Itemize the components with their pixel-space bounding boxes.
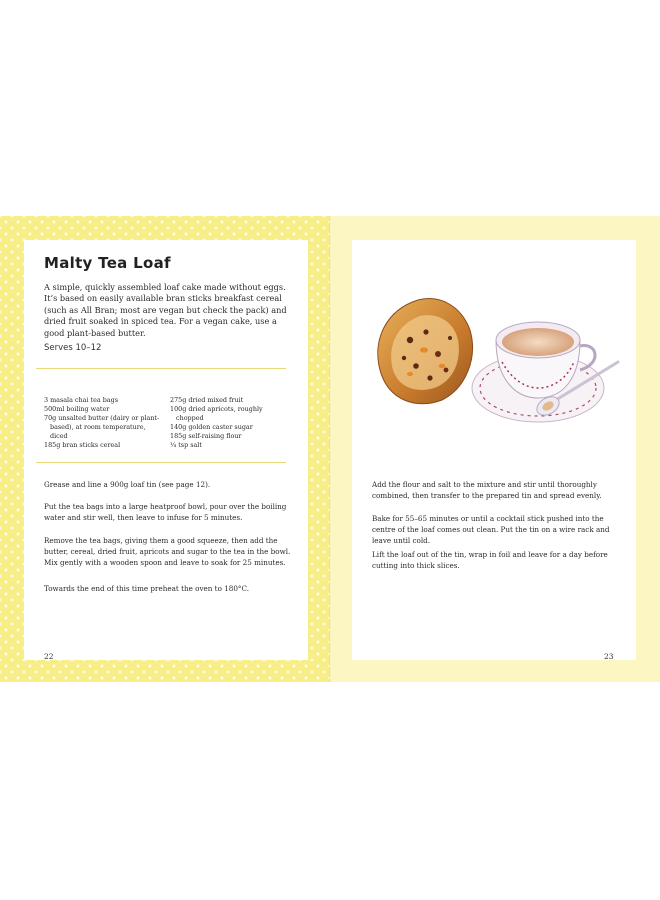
ingredient-item: 185g self-raising flour (170, 432, 242, 440)
book-spread (0, 216, 660, 682)
ingredients-top-rule (36, 368, 286, 369)
ingredient-item: 3 masala chai tea bags (44, 396, 118, 404)
loaf-slice-drawing (378, 299, 473, 404)
serves-label: Serves 10–12 (44, 343, 102, 353)
ingredient-item: 185g bran sticks cereal (44, 441, 121, 449)
recipe-title: Malty Tea Loaf (44, 254, 171, 272)
ingredient-item: 275g dried mixed fruit (170, 396, 244, 404)
ingredients-column-2 (170, 396, 288, 450)
ingredient-item: 140g golden caster sugar (170, 423, 253, 431)
ingredient-item: 500ml boiling water (44, 405, 110, 413)
page-number-left: 22 (44, 652, 54, 661)
left-page (24, 240, 308, 660)
method-step: Add the flour and salt to the mixture and stir until thoroughly combined, then transfer to the prepared tin and spread evenly. (372, 480, 602, 500)
tea-loaf-illustration (366, 270, 626, 430)
page-number-right: 23 (604, 652, 614, 661)
ingredient-item: 100g dried apricots, roughly chopped (170, 405, 263, 422)
right-page (352, 240, 636, 660)
method-step: Put the tea bags into a large heatproof bowl, pour over the boiling water and stir well, then leave to infuse for 5 minutes. (44, 502, 287, 522)
method-step: Bake for 55–65 minutes or until a cocktail stick pushed into the centre of the loaf comes out clean. Put the tin on a wire rack and leave until cold. (372, 514, 610, 545)
method-step: Grease and line a 900g loaf tin (see page 12). (44, 480, 211, 489)
recipe-intro: A simple, quickly assembled loaf cake made without eggs. It’s based on easily available bran sticks breakfast cereal (such as All Bran; most are vegan but check the pack) and dried fruit soaked in spiced tea. For a vegan cake, use a good plant-based butter. (44, 282, 287, 338)
ingredient-item: ¼ tsp salt (170, 441, 202, 449)
method-step: Remove the tea bags, giving them a good squeeze, then add the butter, cereal, dried fruit, apricots and sugar to the tea in the bowl. Mix gently with a wooden spoon and leave to soak for 25 minutes. (44, 536, 291, 567)
ingredient-item: 70g unsalted butter (dairy or plant-based), at room temperature, diced (44, 414, 160, 440)
method-step: Lift the loaf out of the tin, wrap in foil and leave for a day before cutting into thick slices. (372, 550, 608, 570)
ingredients-column-1 (44, 396, 164, 450)
ingredients-bottom-rule (36, 462, 286, 463)
book-gutter (329, 216, 331, 682)
method-step: Towards the end of this time preheat the oven to 180°C. (44, 584, 250, 593)
